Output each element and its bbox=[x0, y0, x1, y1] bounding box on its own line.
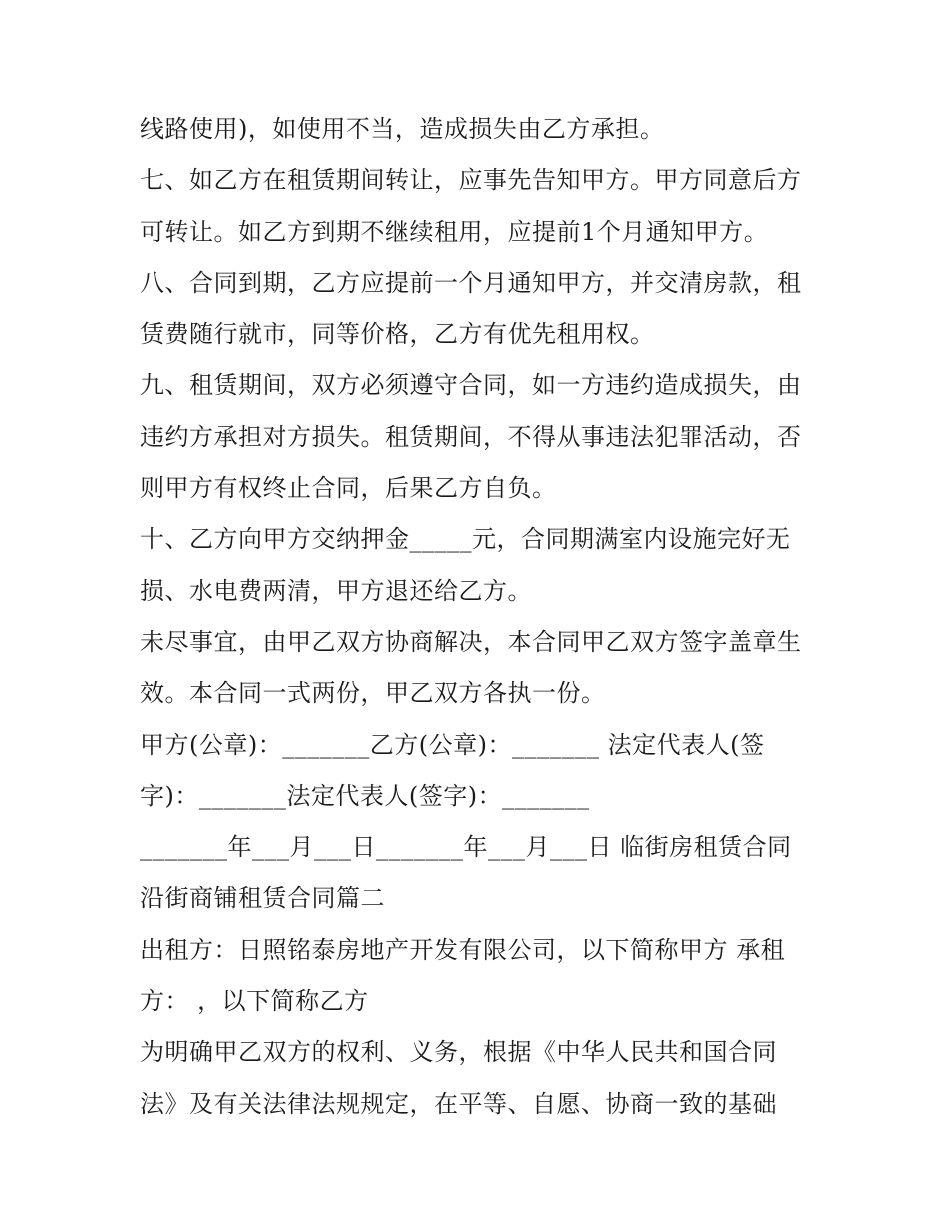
text-line: 法》及有关法律法规规定，在平等、自愿、协商一致的基础 bbox=[140, 1089, 777, 1118]
text-line: 出租方：日照铭泰房地产开发有限公司，以下简称甲方 承租 bbox=[140, 935, 786, 964]
text-line: 为明确甲乙双方的权利、义务，根据《中华人民共和国合同 bbox=[140, 1038, 777, 1067]
text-line: 可转让。如乙方到期不继续租用，应提前1个月通知甲方。 bbox=[140, 217, 769, 246]
text-line: 方： ，以下简称乙方 bbox=[140, 987, 369, 1016]
text-line: _______年___月___日_______年___月___日 临街房租赁合同 bbox=[140, 833, 792, 862]
text-line: 八、合同到期，乙方应提前一个月通知甲方，并交清房款，租 bbox=[140, 268, 802, 297]
text-line: 效。本合同一式两份，甲乙双方各执一份。 bbox=[140, 679, 606, 708]
text-line: 违约方承担对方损失。租赁期间，不得从事违法犯罪活动，否 bbox=[140, 422, 802, 451]
text-line: 则甲方有权终止合同，后果乙方自负。 bbox=[140, 474, 557, 503]
text-line: 赁费随行就市，同等价格，乙方有优先租用权。 bbox=[140, 320, 655, 349]
text-line: 十、乙方向甲方交纳押金_____元，合同期满室内设施完好无 bbox=[140, 525, 791, 554]
text-line: 字)：_______法定代表人(签字)：_______ bbox=[140, 781, 590, 810]
section-heading: 沿街商铺租赁合同篇二 bbox=[140, 884, 385, 913]
text-line: 甲方(公章)：_______乙方(公章)：_______ 法定代表人(签 bbox=[140, 730, 765, 759]
text-line: 七、如乙方在租赁期间转让，应事先告知甲方。甲方同意后方 bbox=[140, 166, 802, 195]
text-line: 九、租赁期间，双方必须遵守合同，如一方违约造成损失，由 bbox=[140, 371, 802, 400]
text-line: 损、水电费两清，甲方退还给乙方。 bbox=[140, 576, 532, 605]
document-body bbox=[140, 104, 840, 1130]
text-line: 线路使用)，如使用不当，造成损失由乙方承担。 bbox=[140, 115, 665, 143]
text-line: 未尽事宜，由甲乙双方协商解决，本合同甲乙双方签字盖章生 bbox=[140, 627, 802, 656]
